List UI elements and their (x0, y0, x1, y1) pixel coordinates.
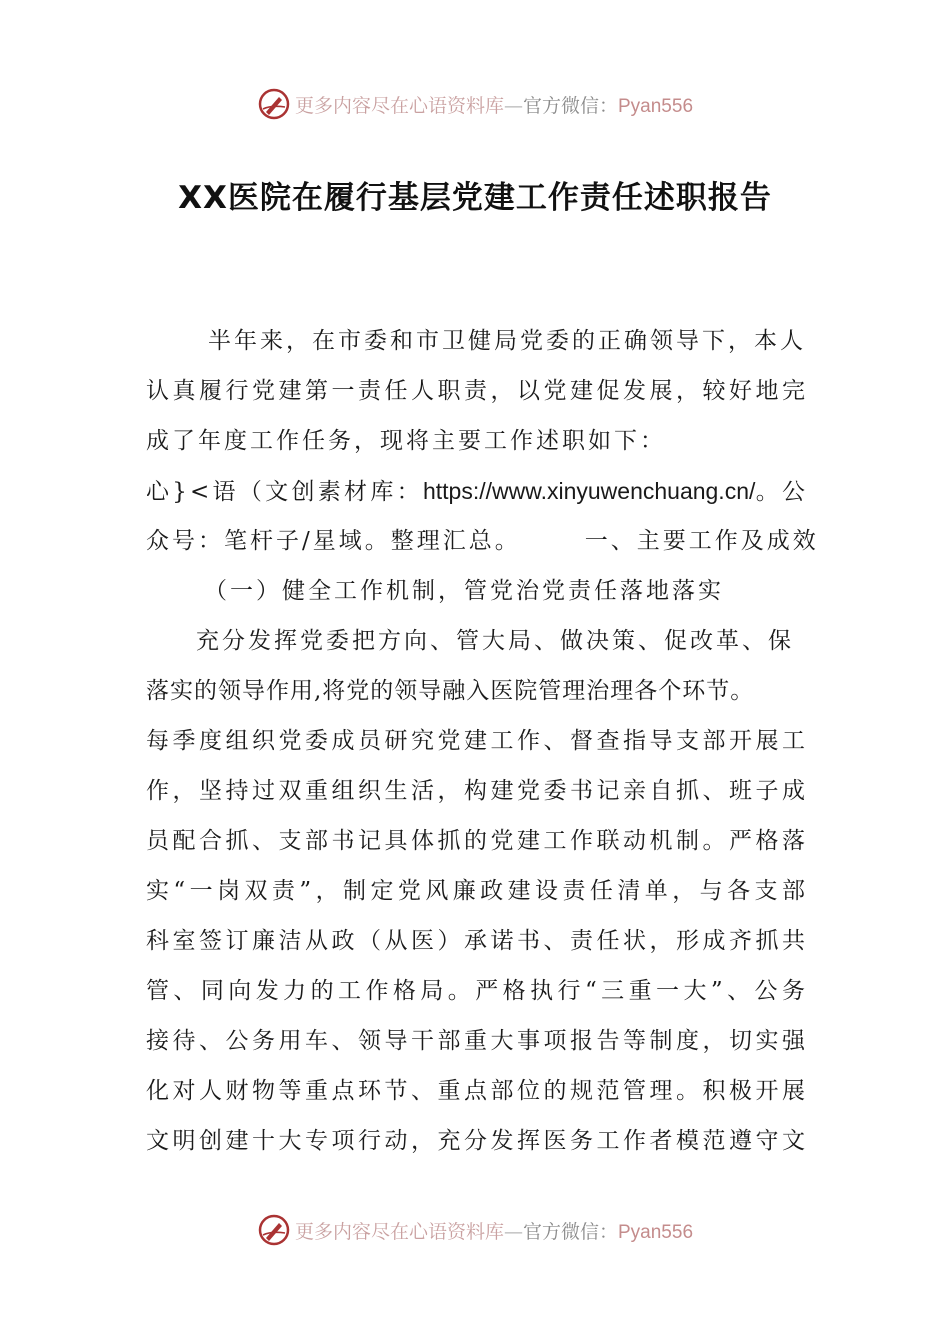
pen-logo-icon (257, 87, 291, 121)
document-title: XX医院在履行基层党建工作责任述职报告 (178, 180, 772, 216)
pen-logo-icon (257, 1213, 291, 1247)
document-body (146, 316, 819, 1166)
section-heading: 一、主要工作及成效 (584, 528, 819, 554)
text-line: 半年来，在市委和市卫健局党委的正确领导下，本人 (208, 328, 806, 354)
source-line2: 众号：笔杆子/星域。整理汇总。 (146, 528, 521, 554)
sub-heading: （一）健全工作机制，管党治党责任落地落实 (204, 578, 724, 604)
text-line: 认真履行党建第一责任人职责，以党建促发展，较好地完 (146, 378, 808, 404)
text-line: 每季度组织党委成员研究党建工作、督查指导支部开展工 (146, 728, 808, 754)
source-text-end: 。公 (755, 479, 809, 505)
watermark-text: 更多内容尽在心语资料库—官方微信：Pyan556 (294, 1220, 694, 1243)
text-line: 科室签订廉洁从政（从医）承诺书、责任状，形成齐抓共 (146, 928, 808, 954)
text-line: 管、同向发力的工作格局。严格执行“三重一大”、公务 (146, 978, 808, 1004)
header-watermark (0, 84, 950, 124)
text-line: 接待、公务用车、领导干部重大事项报告等制度，切实强 (146, 1028, 808, 1054)
text-line: 文明创建十大专项行动，充分发挥医务工作者模范遵守文 (146, 1128, 808, 1154)
text-line (146, 466, 808, 516)
source-url: https://www.xinyuwenchuang.cn/ (422, 478, 756, 504)
text-line: 化对人财物等重点环节、重点部位的规范管理。积极开展 (146, 1078, 808, 1104)
text-line: 成了年度工作任务，现将主要工作述职如下： (146, 428, 666, 454)
source-text: 心}<语（文创素材库： (146, 479, 423, 505)
text-line (146, 516, 819, 566)
text-line: 员配合抓、支部书记具体抓的党建工作联动机制。严格落 (146, 828, 808, 854)
text-line: 实“一岗双责”，制定党风廉政建设责任清单，与各支部 (146, 878, 808, 904)
text-line: 落实的领导作用,将党的领导融入医院管理治理各个环节。 (146, 678, 755, 704)
text-line: 作，坚持过双重组织生活，构建党委书记亲自抓、班子成 (146, 778, 808, 804)
footer-watermark (0, 1210, 950, 1250)
text-line: 充分发挥党委把方向、管大局、做决策、促改革、保 (196, 628, 794, 654)
watermark-text: 更多内容尽在心语资料库—官方微信：Pyan556 (294, 94, 694, 117)
